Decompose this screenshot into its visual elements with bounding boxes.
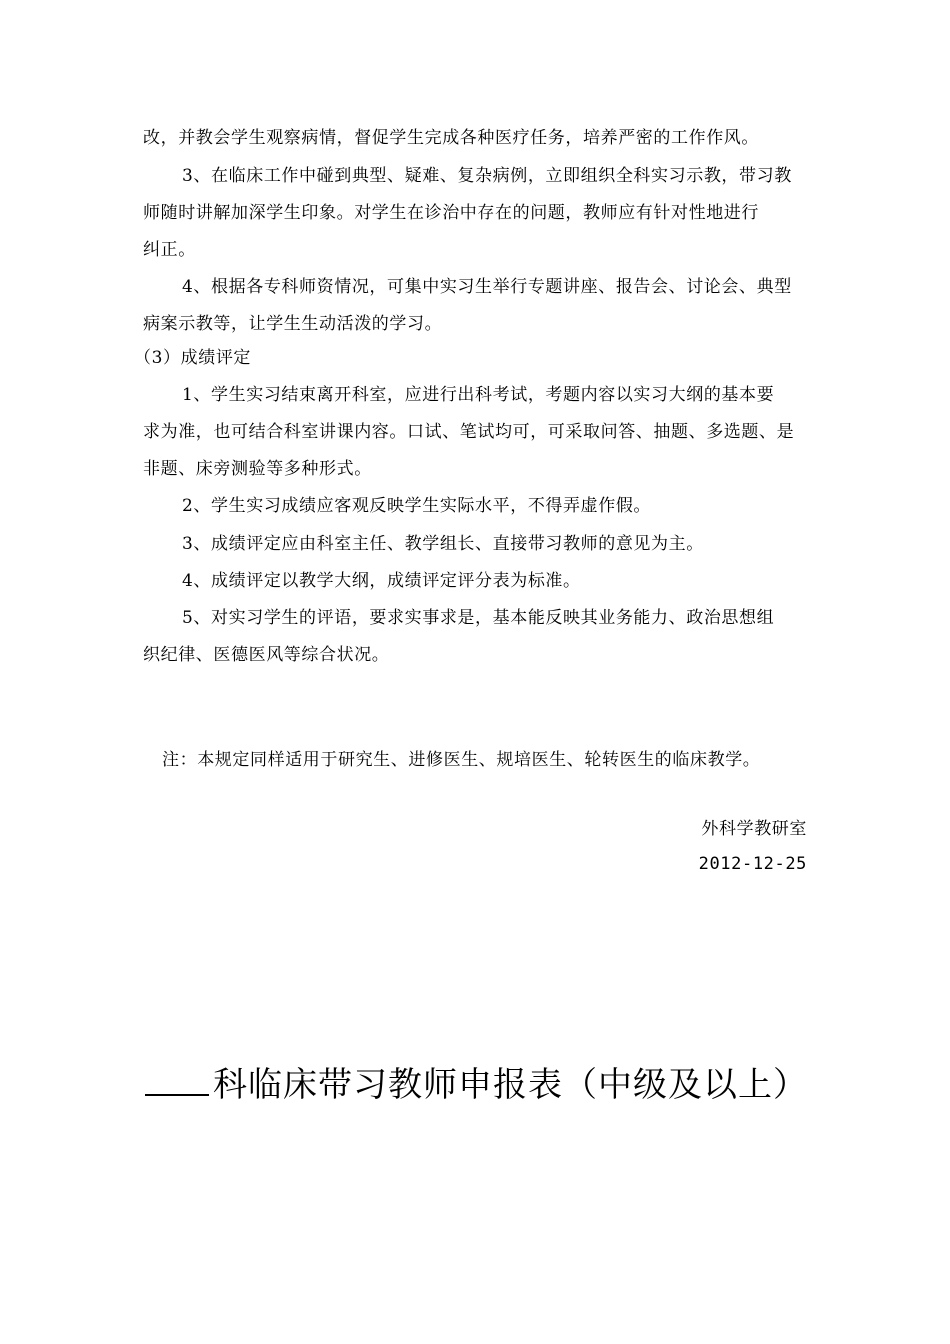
- form-title: [145, 1062, 808, 1107]
- paragraph-line: 4、根据各专科师资情况，可集中实习生举行专题讲座、报告会、讨论会、典型: [182, 277, 792, 297]
- paragraph-line: 4、成绩评定以教学大纲，成绩评定评分表为标准。: [182, 571, 581, 591]
- blank-underline: [145, 1062, 209, 1096]
- paragraph-line: 3、成绩评定应由科室主任、教学组长、直接带习教师的意见为主。: [182, 534, 704, 554]
- paragraph-line: 纠正。: [143, 240, 196, 260]
- date-text: 2012-12-25: [698, 854, 807, 874]
- paragraph-line: 3、在临床工作中碰到典型、疑难、复杂病例，立即组织全科实习示教，带习教: [182, 166, 792, 186]
- paragraph-line: 织纪律、医德医风等综合状况。: [143, 645, 390, 665]
- paragraph-line: 1、学生实习结束离开科室，应进行出科考试，考题内容以实习大纲的基本要: [182, 385, 775, 405]
- paragraph-line: 病案示教等，让学生生动活泼的学习。: [143, 314, 443, 334]
- form-title-text: 科临床带习教师申报表（中级及以上）: [213, 1065, 808, 1105]
- signature-text: 外科学教研室: [701, 819, 807, 839]
- note-text: 注：本规定同样适用于研究生、进修医生、规培医生、轮转医生的临床教学。: [162, 750, 761, 770]
- paragraph-line: 非题、床旁测验等多种形式。: [143, 459, 372, 479]
- paragraph-line: 2、学生实习成绩应客观反映学生实际水平，不得弄虚作假。: [182, 496, 652, 516]
- paragraph-line: 师随时讲解加深学生印象。对学生在诊治中存在的问题，教师应有针对性地进行: [143, 203, 759, 223]
- paragraph-line: 改，并教会学生观察病情，督促学生完成各种医疗任务，培养严密的工作作风。: [143, 128, 759, 148]
- paragraph-line: 求为准，也可结合科室讲课内容。口试、笔试均可，可采取问答、抽题、多选题、是: [143, 422, 795, 442]
- section-heading: （3）成绩评定: [134, 348, 252, 368]
- paragraph-line: 5、对实习学生的评语，要求实事求是，基本能反映其业务能力、政治思想组: [182, 608, 775, 628]
